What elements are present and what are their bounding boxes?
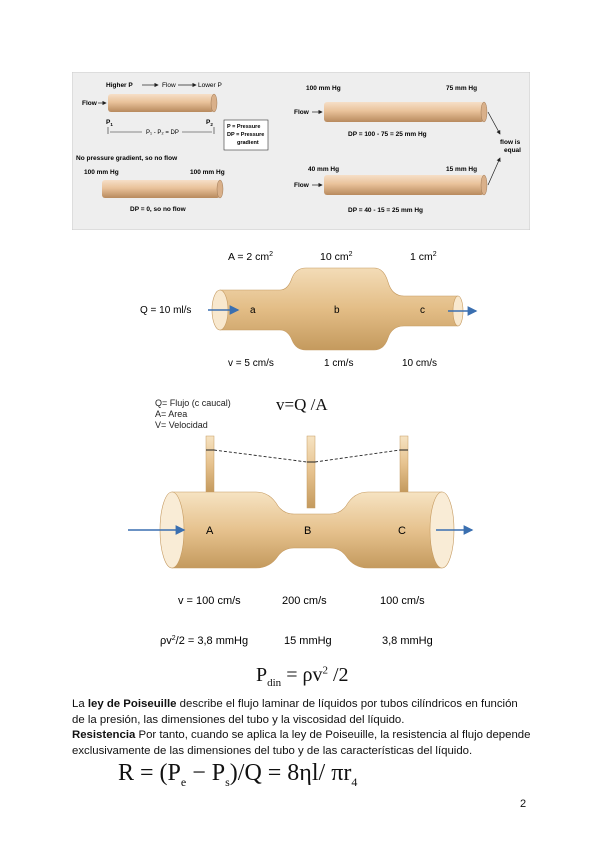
velocity-a-label: v = 5 cm/s (228, 358, 274, 369)
manometer-b (307, 436, 315, 508)
legend-v: V= Velocidad (155, 420, 208, 430)
svg-text:15 mm Hg: 15 mm Hg (446, 166, 478, 173)
variable-legend (155, 398, 231, 431)
pressure-B-label: 15 mmHg (284, 635, 332, 647)
svg-text:equal: equal (504, 147, 521, 154)
dp-zero-label: DP = 0, so no flow (130, 206, 186, 213)
flow-q-label: Q = 10 ml/s (140, 305, 192, 316)
manometer-a (206, 436, 214, 492)
dp-r2-label: DP = 40 - 15 = 25 mm Hg (348, 207, 424, 214)
svg-text:a: a (250, 305, 256, 316)
tube-bottom-left (102, 180, 220, 198)
svg-text:C: C (398, 525, 406, 537)
flow-top-label: Flow (162, 82, 176, 89)
svg-text:A: A (206, 525, 214, 537)
flow-left-label: Flow (82, 100, 97, 107)
venturi-tube-figure (120, 430, 480, 655)
svg-text:P1: $P_1$ (106, 119, 113, 127)
resistance-equation: $R = (P_e - P_s)/Q = 8\eta l/$ $\pi r_4$ (118, 760, 358, 789)
lower-p-label: Lower P (198, 82, 222, 89)
svg-text:P2: $P_2$ (206, 119, 213, 127)
pressure-C-label: 3,8 mmHg (382, 635, 433, 647)
velocity-A-label: v = 100 cm/s (178, 595, 241, 607)
page-number: 2 (520, 798, 527, 810)
svg-text:100 mm Hg: 100 mm Hg (306, 85, 341, 92)
velocity-b-label: 1 cm/s (324, 358, 354, 369)
svg-text:40 mm Hg: 40 mm Hg (308, 166, 340, 173)
tube-right-1 (324, 102, 484, 122)
legend-a: A= Area (155, 409, 188, 419)
area-b-label: 10 $cm^2$ (320, 251, 353, 263)
area-a-label: A = 2 $cm^2$ (228, 251, 274, 263)
dp-label: P₁ - P₂ = DP (146, 130, 179, 136)
poiseuille-paragraph: La ley de Poiseuille describe el flujo laminar de líquidos por tubos cilíndricos en función de la presión, las dimensiones del tubo y la viscosidad del líquido. Resistencia Por tanto, cuando se aplica la ley de Poiseuille, la resistencia al flujo depende exclusivamente de las dimensiones del tubo y de las características del líquido. (72, 698, 531, 757)
area-c-label: 1 $cm^2$ (410, 251, 437, 263)
svg-text:Flow: Flow (294, 182, 309, 189)
svg-text:100 mm Hg: 100 mm Hg (190, 169, 225, 176)
continuity-tube-figure (128, 242, 488, 372)
svg-text:75 mm Hg: 75 mm Hg (446, 85, 478, 92)
velocity-c-label: 10 cm/s (402, 358, 438, 369)
svg-text:Flow: Flow (294, 109, 309, 116)
velocity-C-label: 100 cm/s (380, 595, 425, 607)
legend-q: Q= Flujo (c caucal) (155, 398, 231, 408)
flow-equal-label: flow is (500, 139, 521, 146)
tube-top-left (108, 94, 214, 112)
velocity-B-label: 200 cm/s (282, 595, 327, 607)
manometer-c (400, 436, 408, 492)
no-gradient-label: No pressure gradient, so no flow (76, 155, 178, 162)
pressure-A-label: $\rho v^2/2 = 3,8$ mmHg (160, 635, 249, 647)
pressure-gradient-figure (72, 72, 530, 230)
svg-text:c: c (420, 305, 425, 316)
velocity-equation: v=Q /A (276, 395, 328, 414)
higher-p-label: Higher P (106, 82, 133, 89)
svg-text:B: B (304, 525, 312, 537)
svg-text:gradient: gradient (237, 140, 259, 146)
svg-text:DP = Pressure: DP = Pressure (227, 132, 265, 138)
svg-text:P = Pressure: P = Pressure (227, 124, 261, 130)
svg-text:100 mm Hg: 100 mm Hg (84, 169, 119, 176)
dynamic-pressure-equation: $P_{din} = \rho v^2$ /2 (256, 664, 349, 689)
dp-r1-label: DP = 100 - 75 = 25 mm Hg (348, 131, 427, 138)
tube-right-2 (324, 175, 484, 195)
svg-text:b: b (334, 305, 340, 316)
